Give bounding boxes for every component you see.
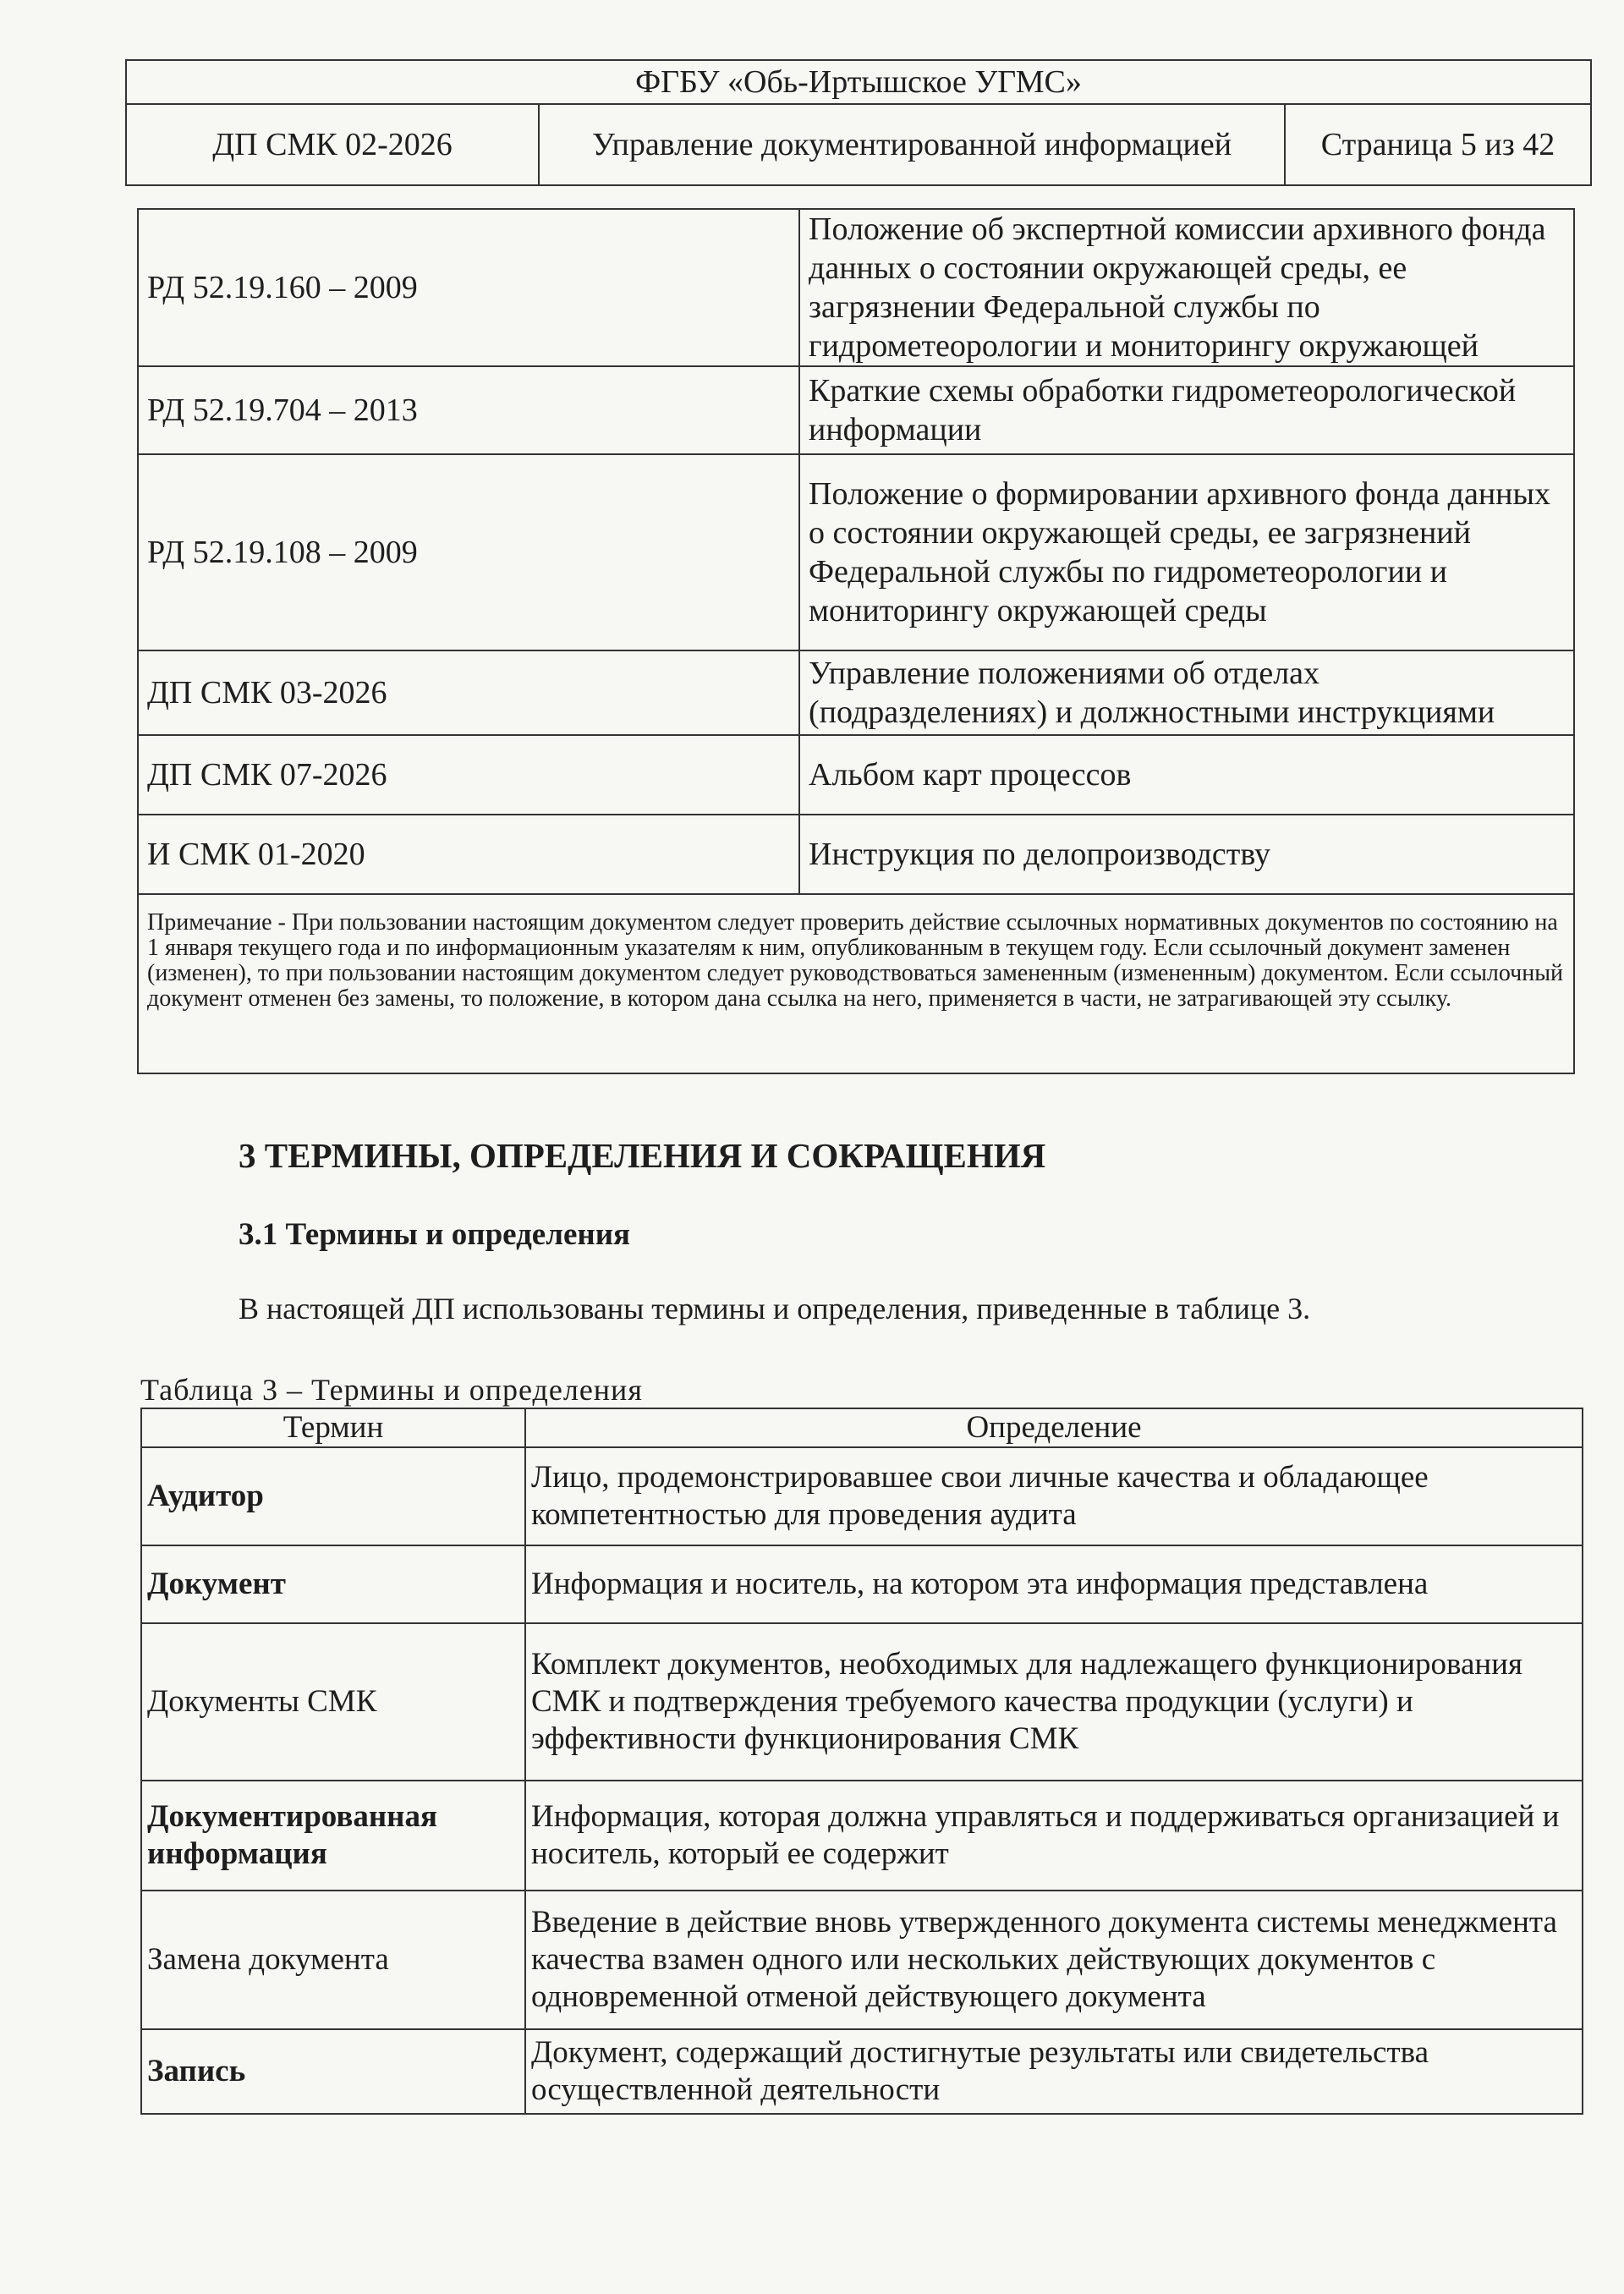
ref-title: Положение об экспертной комиссии архивного фонда данных о состоянии окружающей среды, ее загрязнении Федеральной службы по гидрометеорологии и мониторингу окружающей	[799, 209, 1574, 366]
table-row	[138, 894, 1574, 1073]
column-header: Термин	[141, 1408, 525, 1447]
column-header: Определение	[525, 1408, 1583, 1447]
ref-code: РД 52.19.160 – 2009	[138, 209, 799, 366]
organization-name: ФГБУ «Обь-Иртышское УГМС»	[126, 60, 1591, 104]
ref-title: Краткие схемы обработки гидрометеорологической информации	[799, 366, 1574, 454]
table-row	[138, 454, 1574, 650]
ref-code: И СМК 01-2020	[138, 815, 799, 894]
table-header-row	[141, 1408, 1583, 1447]
table-caption: Таблица 3 – Термины и определения	[140, 1373, 643, 1407]
definition-cell: Информация и носитель, на котором эта информация представлена	[525, 1545, 1583, 1623]
term-cell: Запись	[141, 2029, 525, 2114]
ref-code: РД 52.19.108 – 2009	[138, 454, 799, 650]
subsection-heading: 3.1 Термины и определения	[239, 1217, 631, 1252]
ref-code: ДП СМК 03-2026	[138, 650, 799, 735]
ref-title: Положение о формировании архивного фонда данных о состоянии окружающей среды, ее загрязнений Федеральной службы по гидрометеорологии и мониторингу окружающей среды	[799, 454, 1574, 650]
definition-cell: Комплект документов, необходимых для надлежащего функционирования СМК и подтверждения требуемого качества продукции (услуги) и эффективности функционирования СМК	[525, 1623, 1583, 1781]
ref-code: РД 52.19.704 – 2013	[138, 366, 799, 454]
table-row	[138, 650, 1574, 735]
term-cell: Замена документа	[141, 1891, 525, 2029]
definition-cell: Информация, которая должна управляться и поддерживаться организацией и носитель, который ее содержит	[525, 1781, 1583, 1891]
table-row	[138, 815, 1574, 894]
definition-cell: Введение в действие вновь утвержденного документа системы менеджмента качества взамен одного или нескольких действующих документов с одновременной отменой действующего документа	[525, 1891, 1583, 2029]
ref-title: Управление положениями об отделах (подразделениях) и должностными инструкциями	[799, 650, 1574, 735]
term-cell: Документы СМК	[141, 1623, 525, 1781]
table-row	[138, 366, 1574, 454]
ref-title: Инструкция по делопроизводству	[799, 815, 1574, 894]
term-cell: Документ	[141, 1545, 525, 1623]
table-row	[141, 2029, 1583, 2114]
references-table	[137, 208, 1575, 1074]
document-header	[125, 59, 1592, 186]
page-number: Страница 5 из 42	[1285, 104, 1591, 185]
table-row	[138, 735, 1574, 815]
table-row	[141, 1623, 1583, 1781]
intro-paragraph: В настоящей ДП использованы термины и определения, приведенные в таблице 3.	[239, 1292, 1311, 1325]
terms-table	[140, 1408, 1583, 2115]
document-code: ДП СМК 02-2026	[126, 104, 539, 185]
table-row	[141, 1781, 1583, 1891]
table-row	[138, 209, 1574, 366]
term-cell: Документированная информация	[141, 1781, 525, 1891]
definition-cell: Лицо, продемонстрировавшее свои личные качества и обладающее компетентностью для проведения аудита	[525, 1447, 1583, 1545]
note-text: Примечание - При пользовании настоящим документом следует проверить действие ссылочных нормативных документов по состоянию на 1 января текущего года и по информационным указателям к ним, опубликованным в текущем году. Если ссылочный документ заменен (изменен), то при пользовании настоящим документом следует руководствоваться замененным (измененным) документом. Если ссылочный документ отменен без замены, то положение, в котором дана ссылка на него, применяется в части, не затрагивающей эту ссылку.	[138, 894, 1574, 1073]
table-row	[141, 1447, 1583, 1545]
document-title: Управление документированной информацией	[539, 104, 1285, 185]
table-row	[141, 1891, 1583, 2029]
section-heading: 3 ТЕРМИНЫ, ОПРЕДЕЛЕНИЯ И СОКРАЩЕНИЯ	[239, 1136, 1046, 1175]
definition-cell: Документ, содержащий достигнутые результаты или свидетельства осуществленной деятельности	[525, 2029, 1583, 2114]
term-cell: Аудитор	[141, 1447, 525, 1545]
table-row	[141, 1545, 1583, 1623]
ref-title: Альбом карт процессов	[799, 735, 1574, 815]
ref-code: ДП СМК 07-2026	[138, 735, 799, 815]
